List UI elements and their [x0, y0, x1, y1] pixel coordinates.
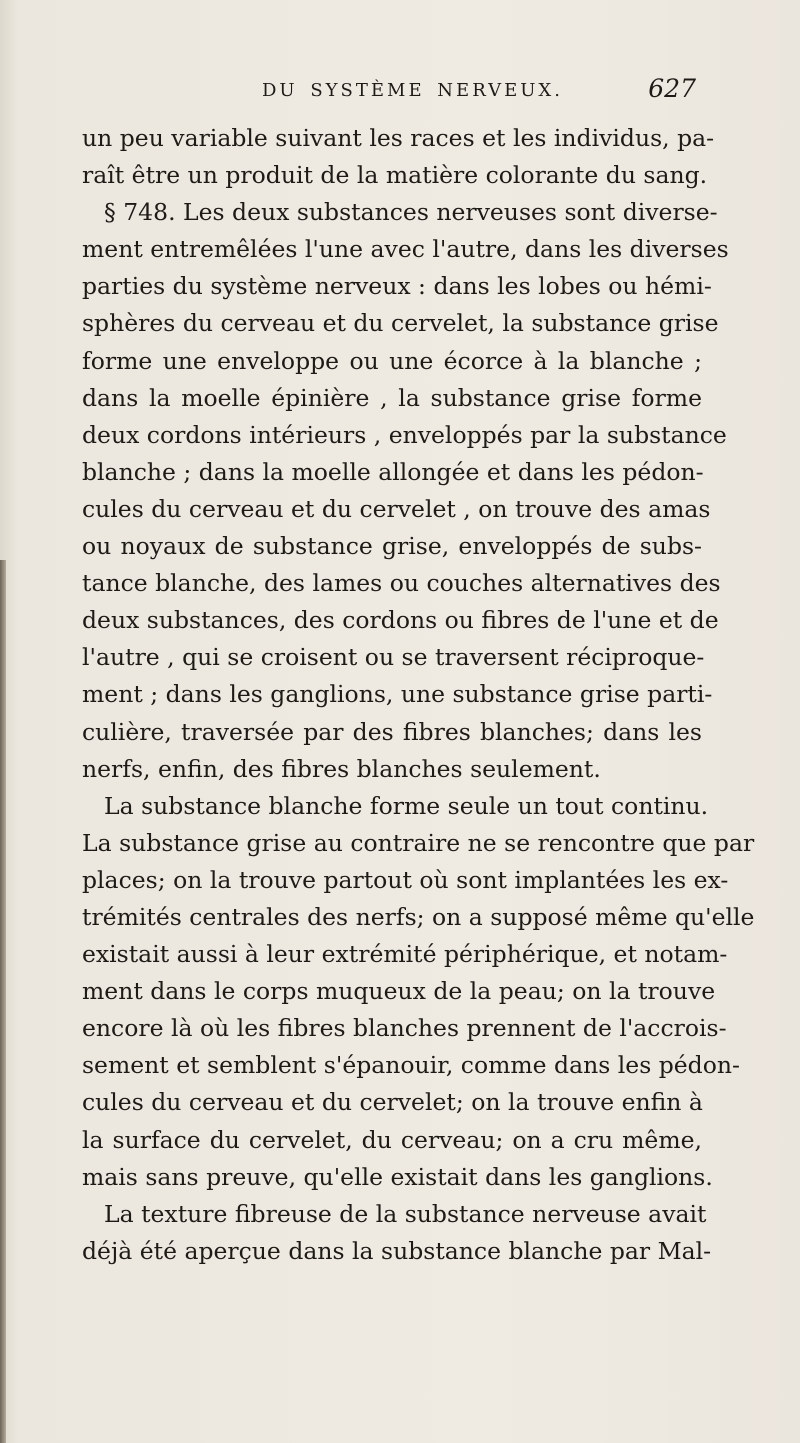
text-line: sement et semblent s'épanouir, comme dans les pédon- — [82, 1051, 740, 1080]
text-line: un peu variable suivant les races et les individus, pa- — [82, 124, 715, 152]
text-line: cules du cerveau et du cervelet , on trouve des amas — [82, 494, 711, 523]
body-text — [82, 120, 755, 1270]
text-line: deux substances, des cordons ou fibres de l'une et de — [82, 606, 719, 635]
text-line: parties du système nerveux : dans les lobes ou hémi- — [82, 272, 712, 301]
text-line: trémités centrales des nerfs; on a supposé même qu'elle — [82, 902, 755, 931]
text-line: ment dans le corps muqueux de la peau; on la trouve — [82, 977, 716, 1006]
text-line: cules du cerveau et du cervelet; on la trouve enfin à — [82, 1088, 703, 1117]
binding-edge — [0, 560, 6, 1443]
text-line: l'autre , qui se croisent ou se traversent réciproque- — [82, 643, 705, 672]
text-line: déjà été aperçue dans la substance blanche par Mal- — [82, 1236, 712, 1265]
text-line: § 748. Les deux substances nerveuses sont diverse- — [104, 198, 718, 227]
text-line: La substance blanche forme seule un tout continu. — [104, 791, 709, 820]
text-line: deux cordons intérieurs , enveloppés par la substance — [82, 420, 727, 449]
text-line: ou noyaux de substance grise, enveloppés de subs- — [82, 532, 702, 561]
text-line: culière, traversée par des fibres blanches; dans les — [82, 717, 702, 746]
text-line: blanche ; dans la moelle allongée et dans les pédon- — [82, 457, 704, 486]
text-line: dans la moelle épinière , la substance grise forme — [82, 383, 702, 412]
text-line: ment ; dans les ganglions, une substance grise parti- — [82, 680, 713, 709]
text-line: existait aussi à leur extrémité périphérique, et notam- — [82, 940, 728, 969]
text-line: mais sans preuve, qu'elle existait dans les ganglions. — [82, 1162, 713, 1191]
text-line: La substance grise au contraire ne se rencontre que par — [82, 828, 755, 857]
text-line: nerfs, enfin, des fibres blanches seulement. — [82, 754, 601, 783]
page-number: 627 — [648, 74, 696, 103]
text-line: raît être un produit de la matière colorante du sang. — [82, 161, 708, 190]
text-line: tance blanche, des lames ou couches alternatives des — [82, 569, 721, 598]
text-line: sphères du cerveau et du cervelet, la substance grise — [82, 309, 719, 338]
text-line: encore là où les fibres blanches prennent de l'accrois- — [82, 1014, 727, 1043]
running-head: DU SYSTÈME NERVEUX. — [262, 80, 563, 101]
page-header — [262, 74, 696, 114]
text-line: la surface du cervelet, du cerveau; on a cru même, — [82, 1125, 702, 1154]
text-line: La texture fibreuse de la substance nerveuse avait — [104, 1199, 707, 1228]
text-line: forme une enveloppe ou une écorce à la blanche ; — [82, 346, 702, 375]
text-line: ment entremêlées l'une avec l'autre, dans les diverses — [82, 235, 729, 264]
text-line: places; on la trouve partout où sont implantées les ex- — [82, 865, 729, 894]
